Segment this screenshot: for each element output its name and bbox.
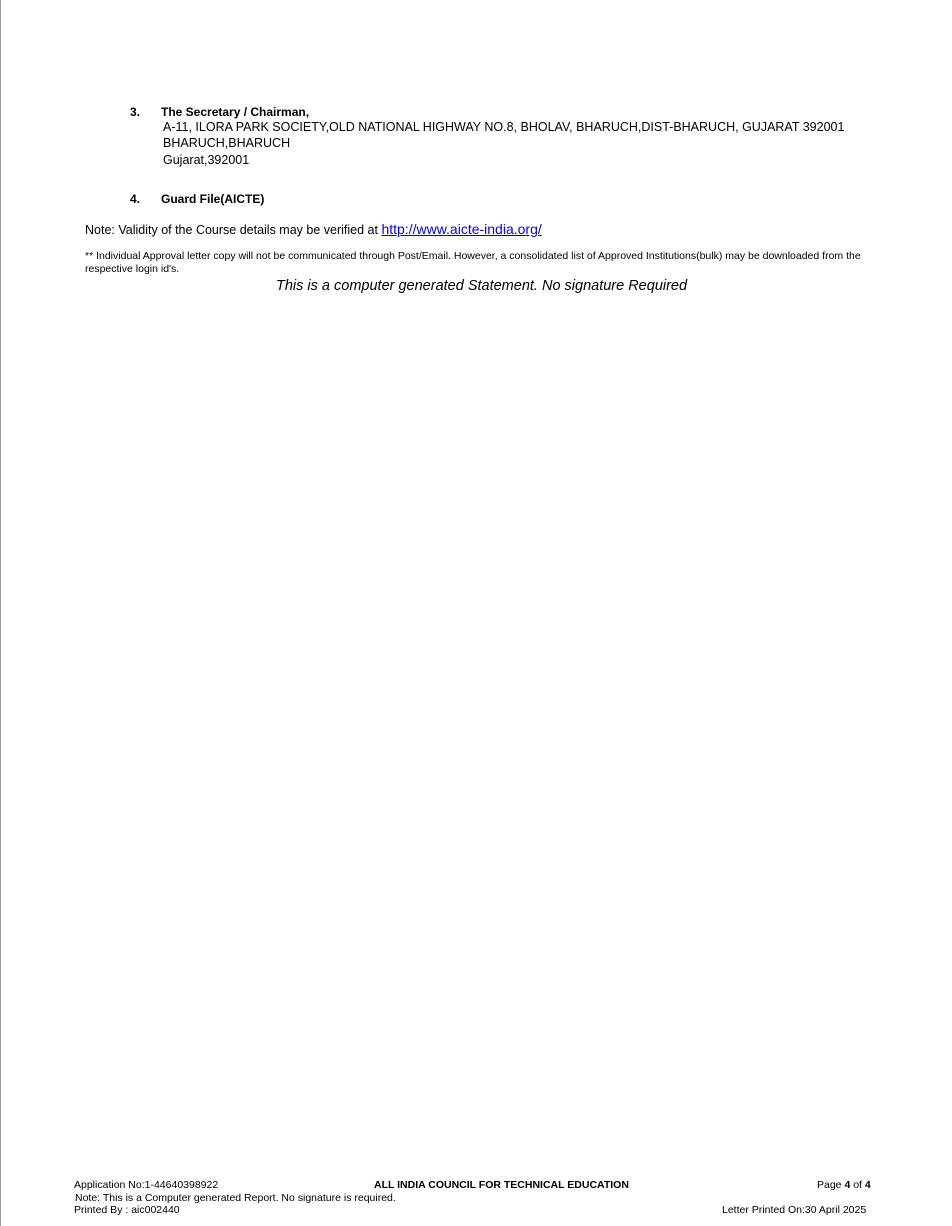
addressee-3-number: 3. <box>130 105 141 119</box>
addressee-3-address-line-3: Gujarat,392001 <box>163 153 250 167</box>
footer-printed-on: Letter Printed On:30 April 2025 <box>722 1204 867 1216</box>
addressee-4-number: 4. <box>130 192 141 206</box>
footer-report-note: Note: This is a Computer generated Report. No signature is required. <box>75 1192 396 1204</box>
footer-page-current: 4 <box>844 1179 851 1191</box>
computer-generated-statement: This is a computer generated Statement. No signature Required <box>276 278 688 294</box>
individual-approval-note: ** Individual Approval letter copy will not be communicated through Post/Email. However, a consolidated list of Approved Institutions(bulk) may be downloaded from the respective login id's. <box>85 250 861 275</box>
footer-printed-by: Printed By : aic002440 <box>74 1204 180 1216</box>
addressee-3-address-line-2: BHARUCH,BHARUCH <box>163 136 291 150</box>
addressee-4-title: Guard File(AICTE) <box>161 192 265 206</box>
addressee-3-title: The Secretary / Chairman, <box>161 105 310 119</box>
addressee-3-address-line-1: A-11, ILORA PARK SOCIETY,OLD NATIONAL HIGHWAY NO.8, BHOLAV, BHARUCH,DIST-BHARUCH, GUJARAT 392001 <box>163 120 845 134</box>
page-left-border <box>0 0 1 1226</box>
footer-page-of: of <box>850 1179 865 1191</box>
footer-council-name: ALL INDIA COUNCIL FOR TECHNICAL EDUCATION <box>374 1179 629 1191</box>
footer-page-number <box>817 1179 871 1191</box>
validity-note-text: Note: Validity of the Course details may be verified at <box>85 223 382 237</box>
aicte-website-link[interactable]: http://www.aicte-india.org/ <box>381 221 542 237</box>
validity-note <box>85 221 542 237</box>
footer-application-number: Application No:1-44640398922 <box>74 1179 219 1191</box>
footer-page-label: Page <box>817 1179 845 1191</box>
footer-page-total: 4 <box>864 1179 871 1191</box>
